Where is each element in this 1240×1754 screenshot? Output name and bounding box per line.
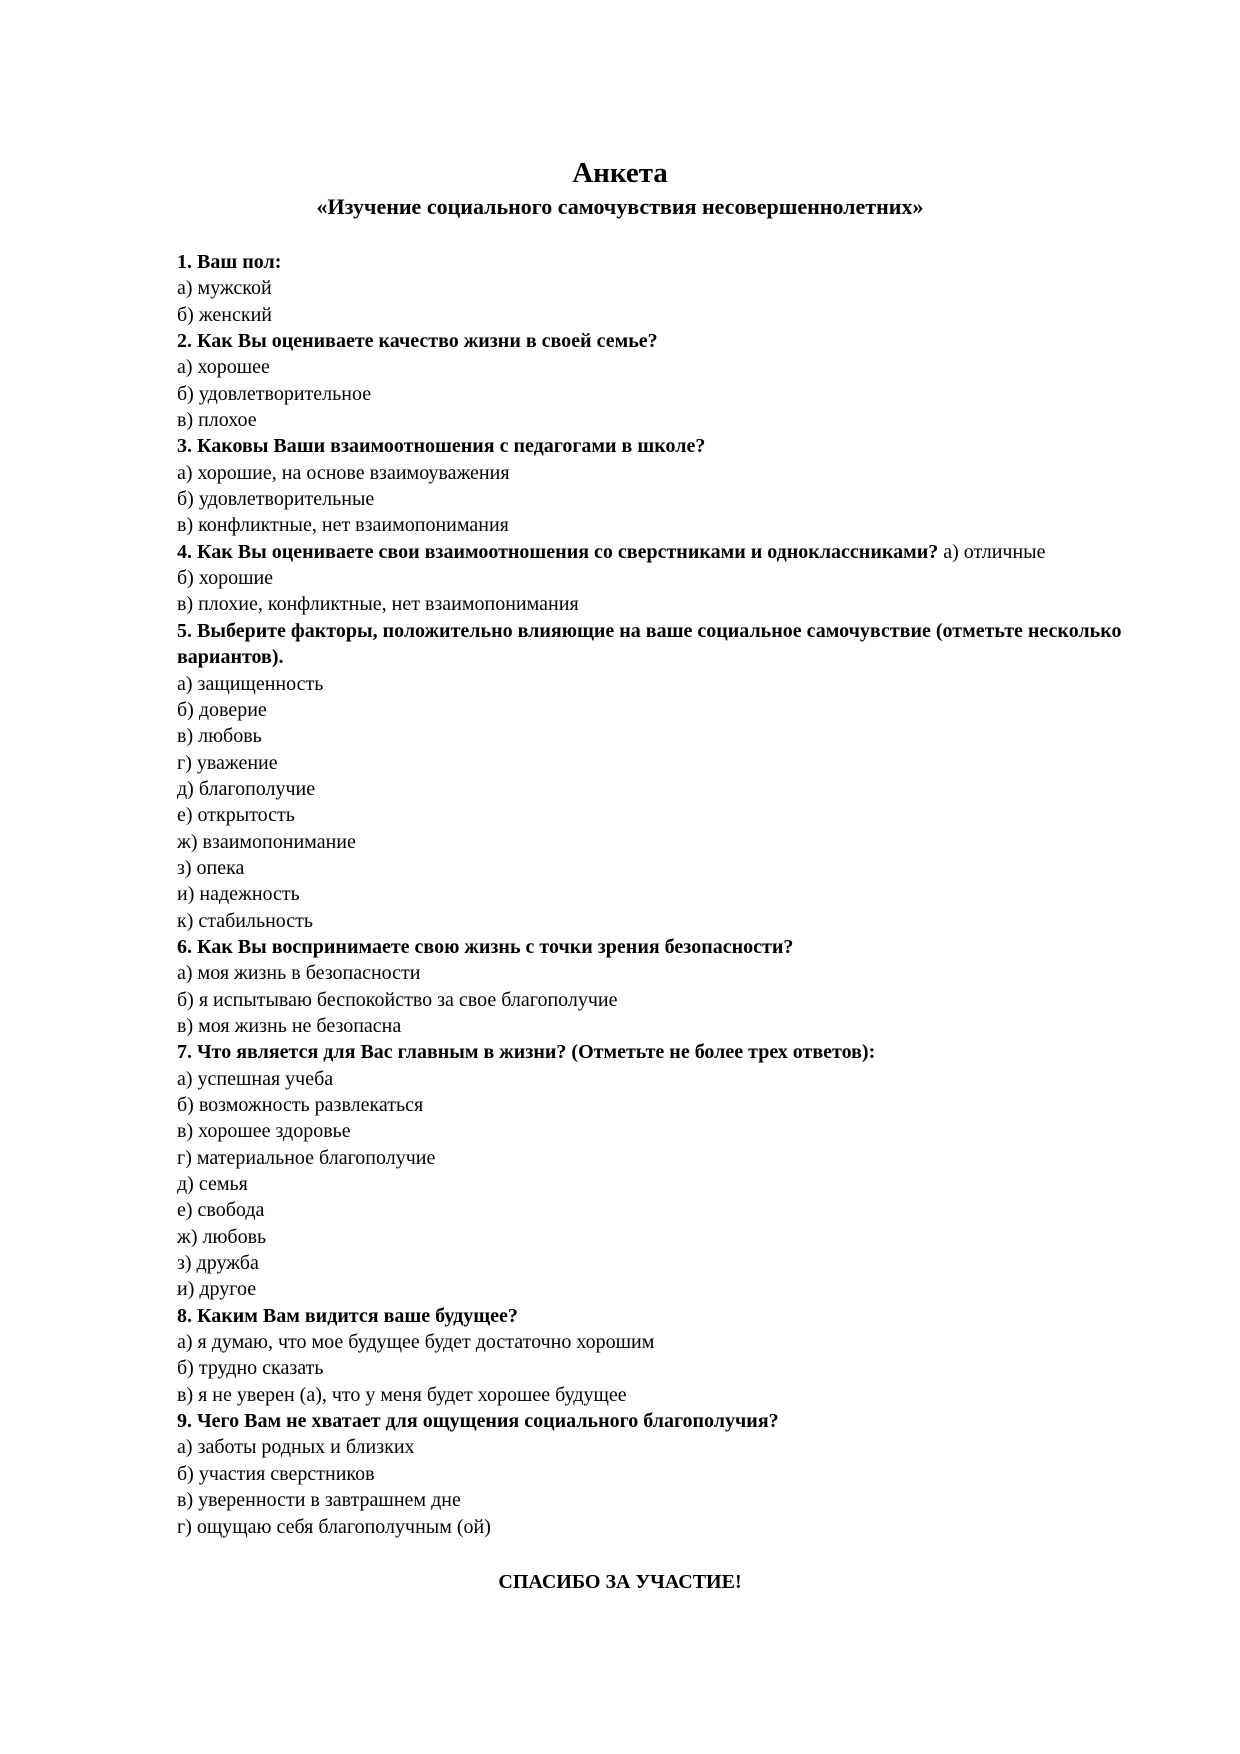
answer-option: а) я думаю, что мое будущее будет достаточно хорошим bbox=[177, 1331, 655, 1354]
answer-option: ж) взаимопонимание bbox=[177, 830, 356, 853]
question-text: 8. Каким Вам видится ваше будущее? bbox=[177, 1304, 518, 1327]
answer-option: д) семья bbox=[177, 1173, 248, 1196]
question-7 bbox=[177, 1039, 1167, 1065]
question-text: 9. Чего Вам не хватает для ощущения социального благополучия? bbox=[177, 1410, 779, 1433]
question-3 bbox=[177, 433, 1167, 459]
answer-option: з) опека bbox=[177, 856, 245, 879]
answer-option: а) мужской bbox=[177, 277, 272, 300]
answer-option: в) хорошее здоровье bbox=[177, 1120, 351, 1143]
answer-option: а) защищенность bbox=[177, 672, 324, 695]
answer-option: в) уверенности в завтрашнем дне bbox=[177, 1489, 461, 1512]
answer-option: и) надежность bbox=[177, 883, 300, 906]
question-2 bbox=[177, 328, 1167, 354]
question-1 bbox=[177, 249, 1167, 275]
question-4 bbox=[177, 539, 1167, 565]
answer-option: б) доверие bbox=[177, 698, 267, 721]
answer-option: а) моя жизнь в безопасности bbox=[177, 962, 421, 985]
answer-option: и) другое bbox=[177, 1278, 257, 1301]
answer-option: е) открытость bbox=[177, 804, 295, 827]
answer-option: г) уважение bbox=[177, 751, 278, 774]
answer-option: б) я испытываю беспокойство за свое благополучие bbox=[177, 988, 618, 1011]
question-8 bbox=[177, 1303, 1167, 1329]
answer-option: ж) любовь bbox=[177, 1225, 267, 1248]
question-text: 2. Как Вы оцениваете качество жизни в своей семье? bbox=[177, 330, 658, 353]
answer-option: в) плохие, конфликтные, нет взаимопонимания bbox=[177, 593, 579, 616]
document-subtitle: «Изучение социального самочувствия несовершеннолетних» bbox=[316, 194, 924, 219]
answer-option: е) свобода bbox=[177, 1199, 265, 1222]
question-5 bbox=[177, 618, 1167, 671]
question-text: 7. Что является для Вас главным в жизни? (Отметьте не более трех ответов): bbox=[177, 1041, 876, 1064]
question-9 bbox=[177, 1408, 1167, 1434]
answer-option: з) дружба bbox=[177, 1252, 259, 1275]
question-text: 3. Каковы Ваши взаимоотношения с педагогами в школе? bbox=[177, 435, 706, 458]
answer-option: б) трудно сказать bbox=[177, 1357, 324, 1380]
answer-option: в) я не уверен (а), что у меня будет хорошее будущее bbox=[177, 1383, 627, 1406]
answer-option: а) хорошие, на основе взаимоуважения bbox=[177, 461, 510, 484]
question-6 bbox=[177, 934, 1167, 960]
answer-option: а) хорошее bbox=[177, 356, 270, 379]
answer-option: в) конфликтные, нет взаимопонимания bbox=[177, 514, 509, 537]
answer-option: а) успешная учеба bbox=[177, 1067, 334, 1090]
answer-option: г) материальное благополучие bbox=[177, 1146, 436, 1169]
answer-option: б) женский bbox=[177, 303, 272, 326]
closing-text: СПАСИБО ЗА УЧАСТИЕ! bbox=[498, 1571, 742, 1593]
questions-list bbox=[177, 249, 1167, 1540]
document-title: Анкета bbox=[572, 157, 668, 189]
answer-option: б) участия сверстников bbox=[177, 1462, 375, 1485]
answer-option: б) удовлетворительное bbox=[177, 382, 372, 405]
answer-option: д) благополучие bbox=[177, 777, 316, 800]
answer-option: б) удовлетворительные bbox=[177, 488, 375, 511]
answer-option: б) возможность развлекаться bbox=[177, 1094, 424, 1116]
question-text: 4. Как Вы оцениваете свои взаимоотношения со сверстниками и одноклассниками? bbox=[177, 540, 939, 563]
answer-option: к) стабильность bbox=[177, 909, 314, 932]
answer-option: в) моя жизнь не безопасна bbox=[177, 1014, 402, 1037]
answer-option: б) хорошие bbox=[177, 567, 274, 590]
answer-option: г) ощущаю себя благополучным (ой) bbox=[177, 1515, 491, 1538]
question-text: 6. Как Вы воспринимаете свою жизнь с точки зрения безопасности? bbox=[177, 935, 794, 958]
answer-option: в) плохое bbox=[177, 409, 257, 432]
answer-option: в) любовь bbox=[177, 725, 262, 748]
question-text: 1. Ваш пол: bbox=[177, 251, 282, 273]
answer-option: а) заботы родных и близких bbox=[177, 1436, 415, 1459]
question-text: 5. Выберите факторы, положительно влияющие на ваше социальное самочувствие (отметьте несколько вариантов). bbox=[177, 619, 1122, 669]
answer-option: а) отличные bbox=[943, 540, 1046, 563]
